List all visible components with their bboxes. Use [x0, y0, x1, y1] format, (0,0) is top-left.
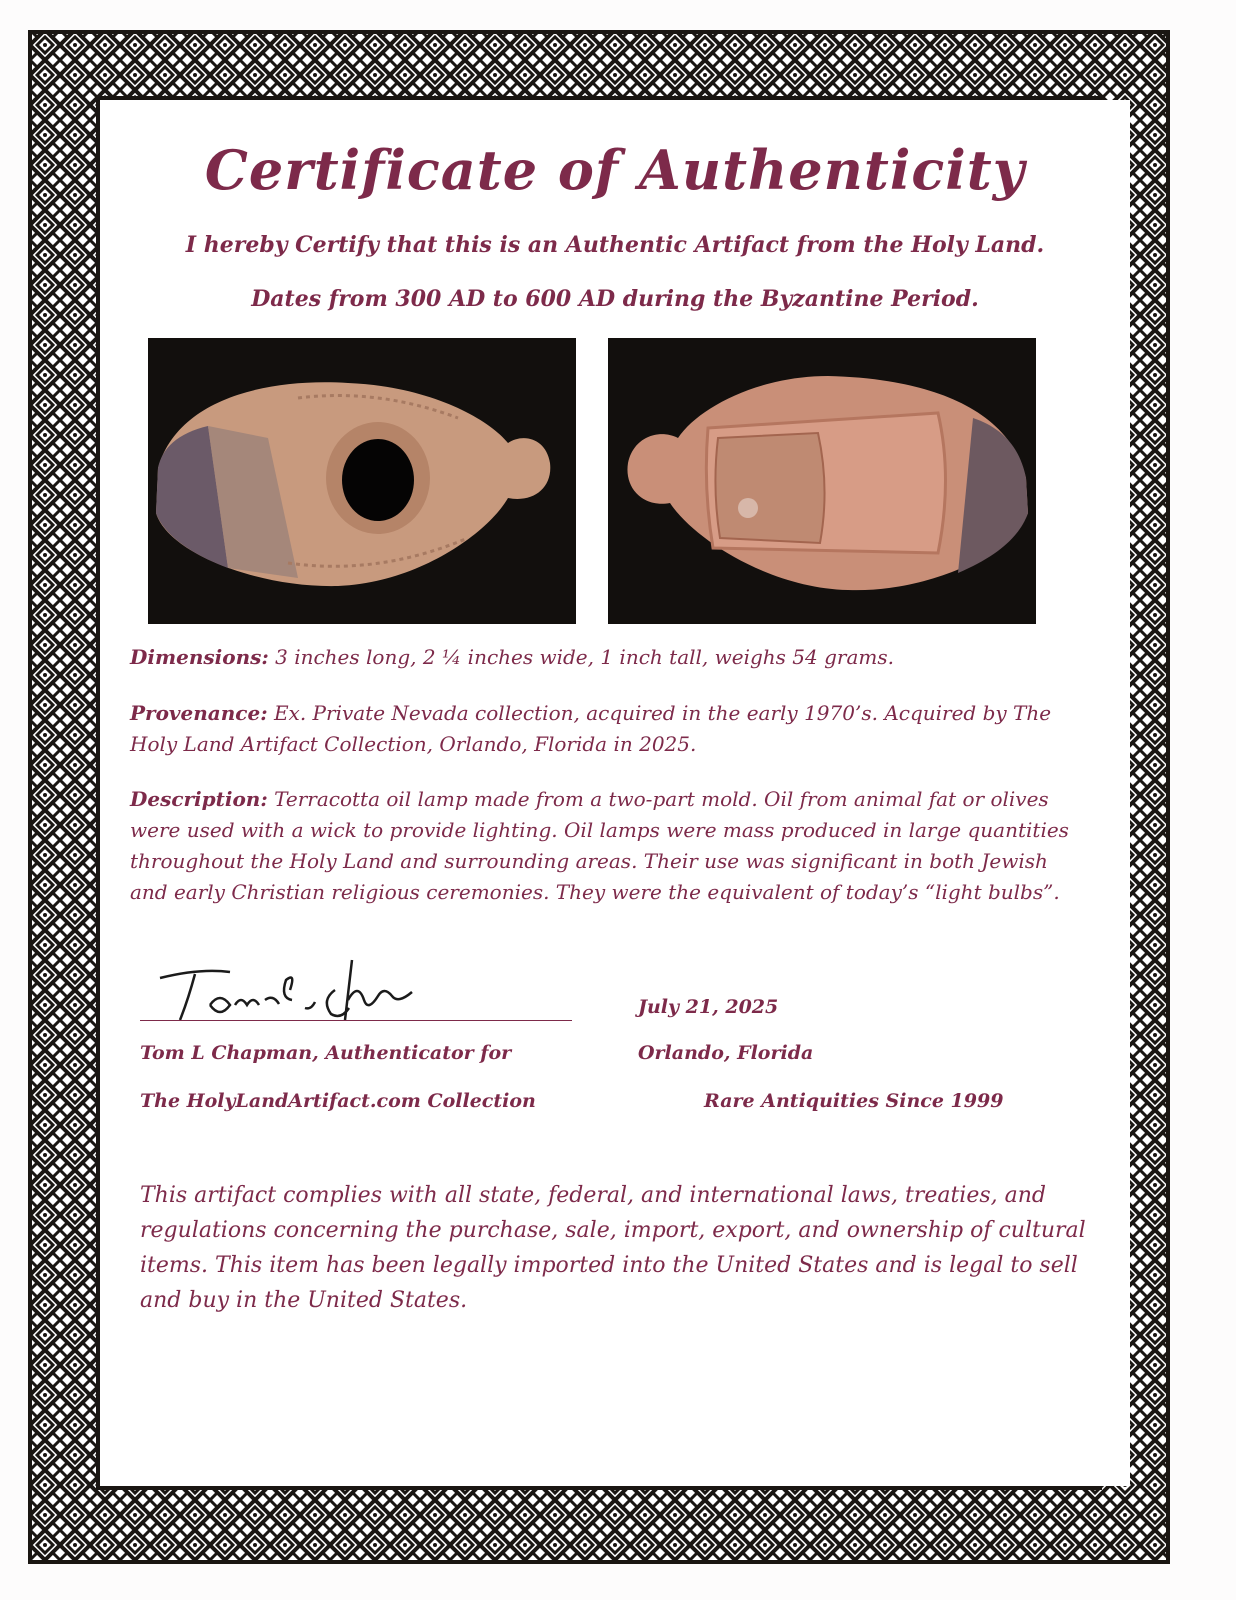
- certify-statement: I hereby Certify that this is an Authentic Artifact from the Holy Land.: [185, 232, 1045, 258]
- lamp-photo-top: [148, 338, 576, 624]
- company-tagline: Rare Antiquities Since 1999: [704, 1090, 1004, 1112]
- certificate-location: Orlando, Florida: [638, 1042, 814, 1064]
- description-label: Description:: [130, 787, 268, 811]
- provenance-label: Provenance:: [130, 701, 268, 725]
- certificate-date: July 21, 2025: [638, 996, 779, 1018]
- provenance-text: Ex. Private Nevada collection, acquired in the early 1970’s. Acquired by The Holy Land Artifact Collection, Orlando, Florida in 2025.: [130, 701, 1052, 756]
- certificate-body: [100, 100, 1130, 1486]
- handwritten-signature: [140, 950, 440, 1030]
- collection-name: The HolyLandArtifact.com Collection: [140, 1090, 536, 1112]
- description-text: Terracotta oil lamp made from a two-part mold. Oil from animal fat or olives were used with a wick to provide lighting. Oil lamps were mass produced in large quantities throughout the Holy Land and surrounding areas. Their use was significant in both Jewish and early Christian religious ceremonies. They were the equivalent of today’s “light bulbs”.: [130, 787, 1069, 904]
- dimensions-label: Dimensions:: [130, 645, 269, 669]
- dimensions-text: 3 inches long, 2 ¼ inches wide, 1 inch tall, weighs 54 grams.: [275, 645, 894, 669]
- provenance-paragraph: [130, 698, 1090, 760]
- lamp-photo-bottom: [608, 338, 1036, 624]
- authenticator-name: Tom L Chapman, Authenticator for: [140, 1042, 512, 1064]
- certificate-title: Certificate of Authenticity: [204, 138, 1026, 202]
- signature-line: [140, 1020, 572, 1021]
- dating-statement: Dates from 300 AD to 600 AD during the Byzantine Period.: [251, 286, 979, 312]
- legal-notice: This artifact complies with all state, federal, and international laws, treaties, and regulations concerning the purchase, sale, import, export, and ownership of cultural items. This item has been legally imported into the United States and is legal to sell and buy in the United States.: [140, 1183, 1086, 1313]
- description-paragraph: [130, 784, 1090, 908]
- dimensions-paragraph: [130, 642, 1090, 673]
